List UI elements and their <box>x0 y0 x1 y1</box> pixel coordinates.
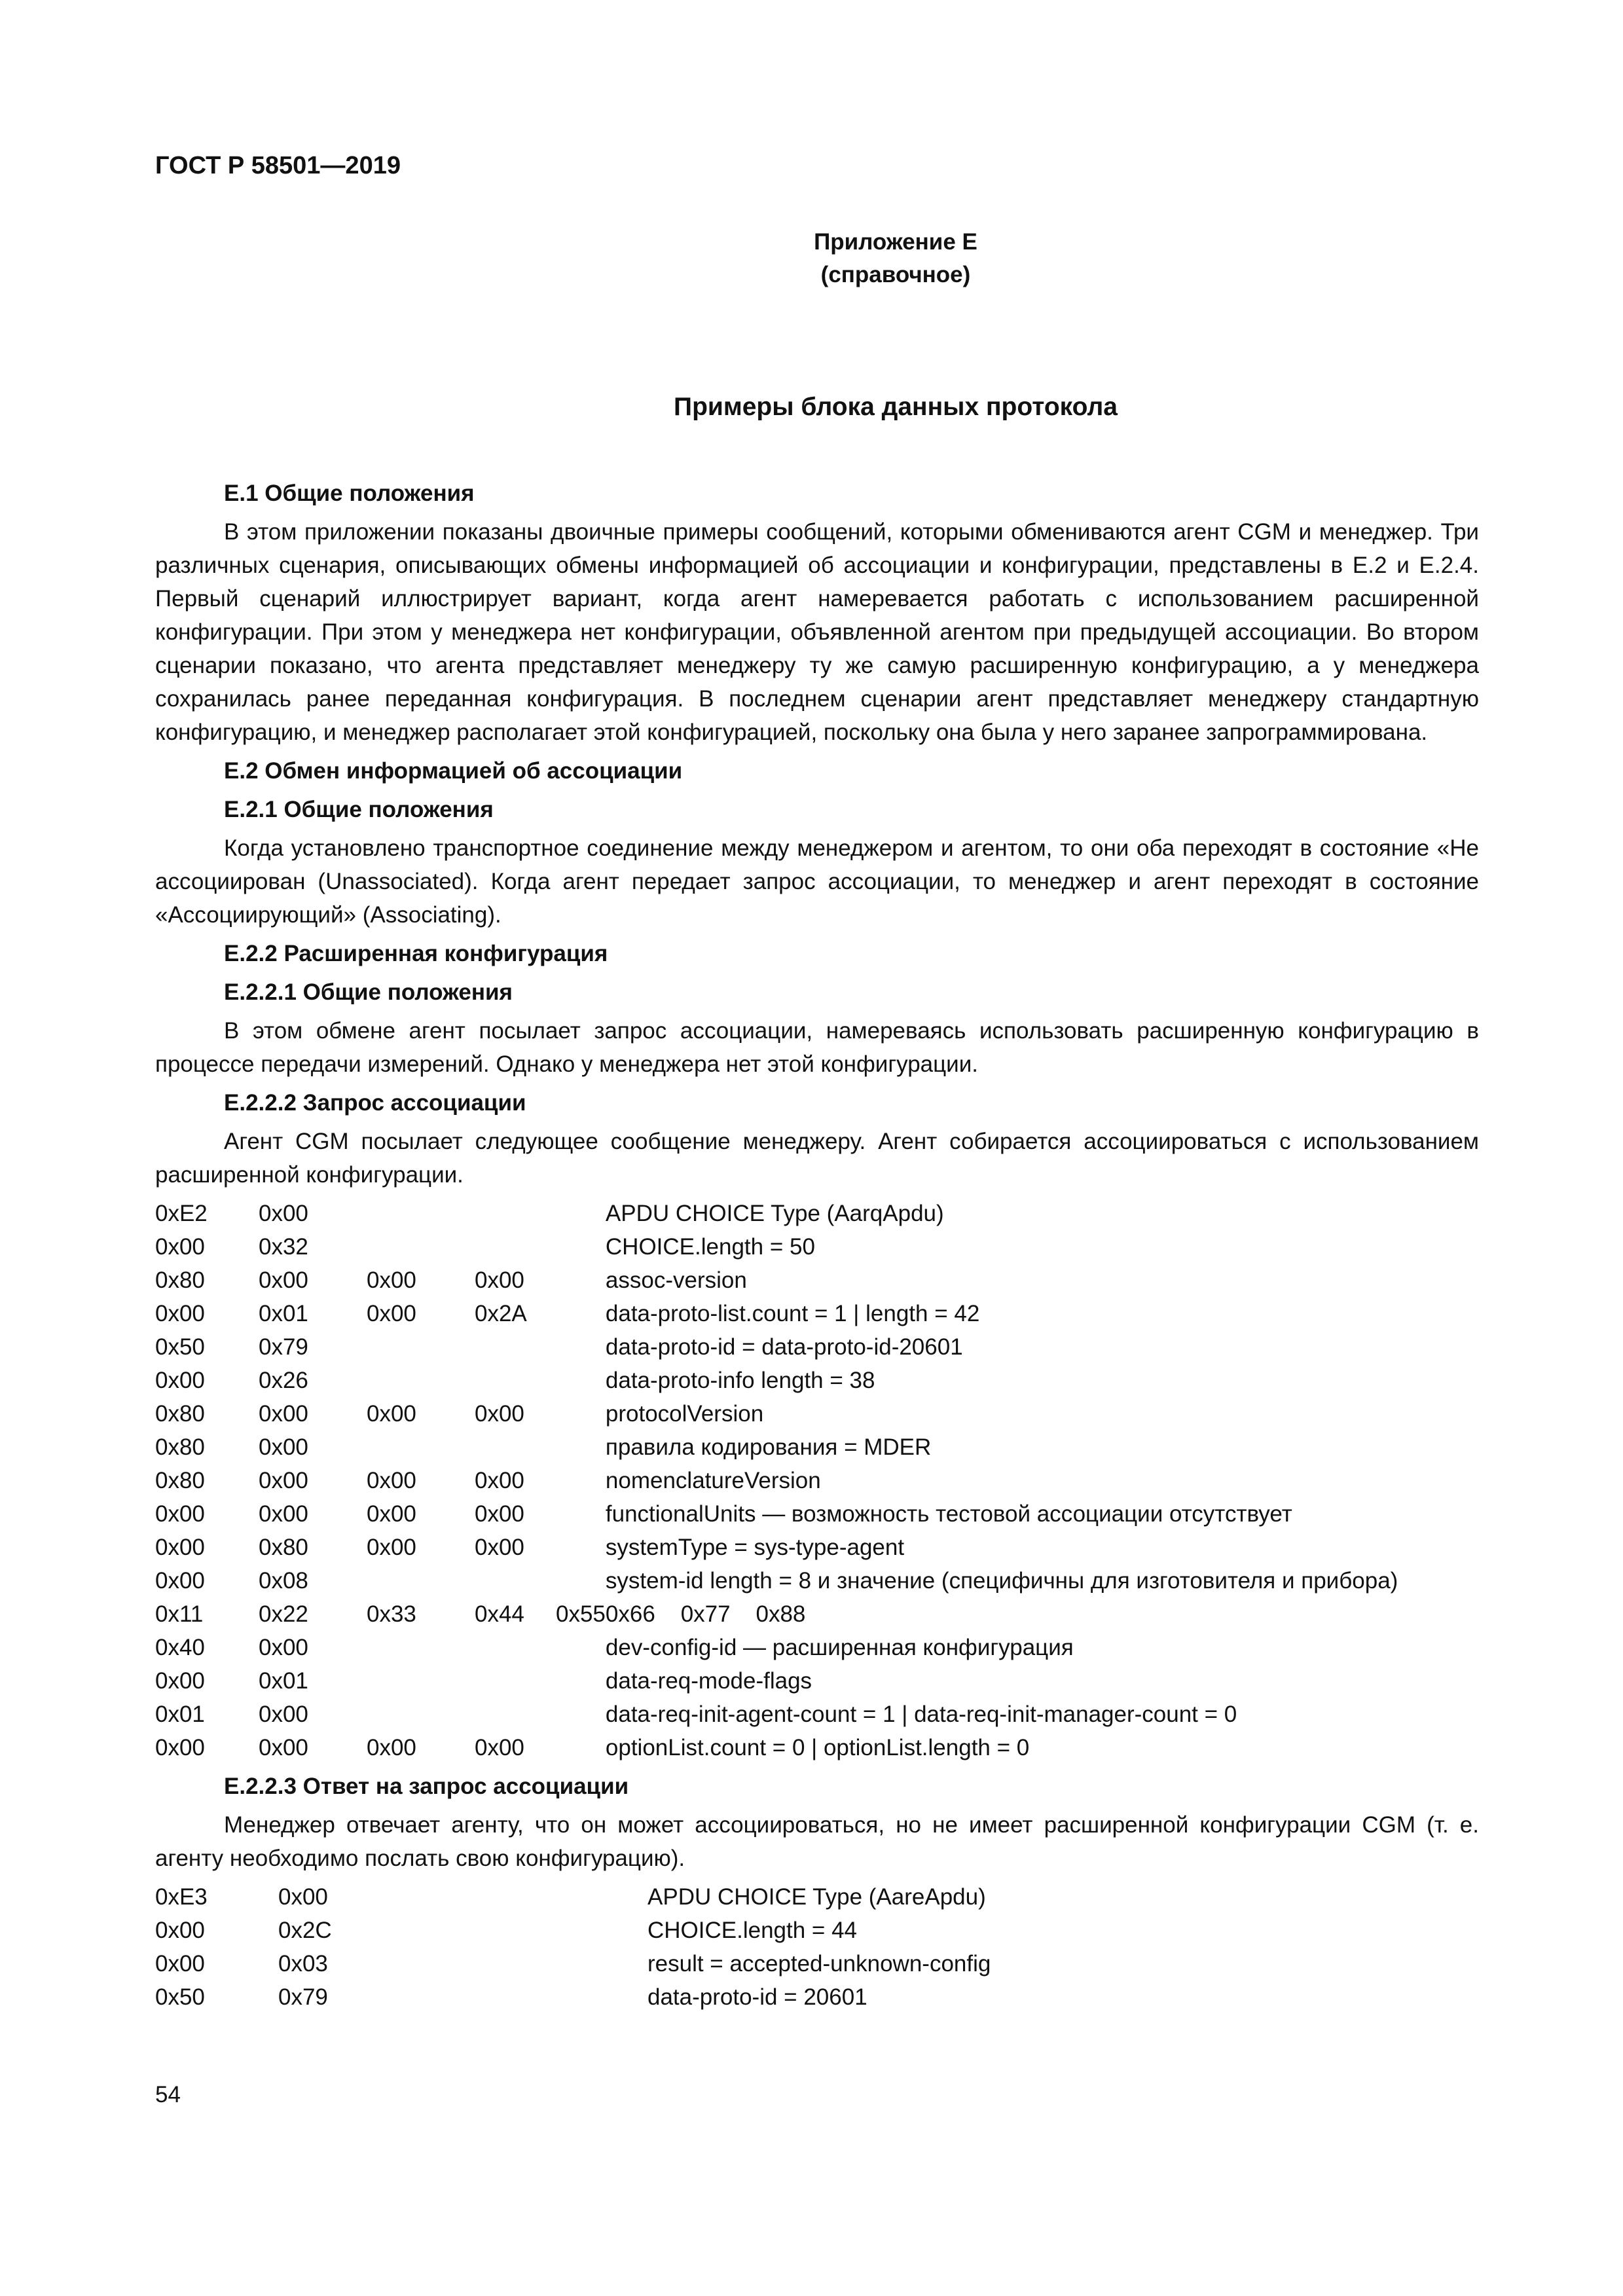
table-row <box>155 1914 991 1947</box>
field-description: 0x66 0x77 0x88 <box>605 1601 806 1627</box>
byte-cell: 0x01 <box>259 1301 308 1326</box>
byte-cell <box>556 1197 606 1230</box>
field-description: protocolVersion <box>605 1401 764 1427</box>
byte-cell: 0x00 <box>475 1501 524 1527</box>
byte-cell: 0x00 <box>155 1501 205 1527</box>
field-description: system-id length = 8 и значение (специфичны для изготовителя и прибора) <box>605 1568 1398 1594</box>
page-number: 54 <box>155 2082 181 2107</box>
table-row <box>155 1297 1398 1330</box>
byte-cell: 0x00 <box>278 1884 328 1910</box>
byte-cell <box>475 1664 556 1698</box>
byte-cell: 0x00 <box>155 1368 205 1393</box>
table-row <box>155 1497 1398 1531</box>
byte-cell: 0x00 <box>259 1702 308 1727</box>
section-heading: Е.2.2 Расширенная конфигурация <box>224 941 608 966</box>
field-description: systemType = sys-type-agent <box>605 1535 905 1560</box>
byte-cell: 0x40 <box>155 1635 205 1660</box>
field-description: CHOICE.length = 50 <box>605 1234 815 1260</box>
table-row <box>155 1397 1398 1430</box>
byte-cell: 0x03 <box>278 1951 328 1977</box>
byte-cell: 0x00 <box>259 1267 308 1293</box>
byte-cell: 0x00 <box>155 1234 205 1260</box>
table-row <box>155 1664 1398 1698</box>
byte-cell <box>367 1330 475 1364</box>
byte-cell: 0x80 <box>259 1535 308 1560</box>
byte-cell: 0x33 <box>367 1601 416 1627</box>
byte-cell <box>475 1330 556 1364</box>
byte-cell: 0x00 <box>367 1535 416 1560</box>
table-row <box>155 1364 1398 1397</box>
field-description: data-proto-info length = 38 <box>605 1368 875 1393</box>
byte-cell: 0x2A <box>475 1301 527 1326</box>
field-description: APDU CHOICE Type (AarqApdu) <box>605 1201 944 1226</box>
byte-cell: 0x00 <box>367 1401 416 1427</box>
paragraph: Когда установлено транспортное соединение между менеджером и агентом, то они оба переходят в состояние «Не ассоциирован (Unassociated). Когда агент передает запрос ассоциации, то менеджер и агент переходят в состояние «Ассоциирующий» (Associating). <box>155 835 1479 928</box>
page-title: Примеры блока данных протокола <box>674 393 1118 421</box>
table-row <box>155 1230 1398 1264</box>
byte-cell: 0x01 <box>259 1668 308 1694</box>
byte-cell: 0x00 <box>155 1735 205 1760</box>
byte-cell: 0x08 <box>259 1568 308 1594</box>
byte-cell <box>556 1330 606 1364</box>
byte-cell: 0x00 <box>475 1267 524 1293</box>
byte-cell: 0x00 <box>259 1401 308 1427</box>
field-description: nomenclatureVersion <box>605 1468 821 1493</box>
byte-cell: 0x00 <box>155 1918 205 1943</box>
byte-cell <box>556 1664 606 1698</box>
field-description: dev-config-id — расширенная конфигурация <box>605 1635 1074 1660</box>
byte-cell: 0x00 <box>155 1535 205 1560</box>
byte-cell: 0x00 <box>367 1501 416 1527</box>
byte-cell <box>556 1297 606 1330</box>
byte-cell: 0x00 <box>367 1301 416 1326</box>
section-heading: Е.2 Обмен информацией об ассоциации <box>224 758 683 784</box>
section-heading: Е.2.2.3 Ответ на запрос ассоциации <box>224 1774 629 1799</box>
byte-cell: 0x00 <box>475 1535 524 1560</box>
byte-cell: 0x44 <box>475 1601 524 1627</box>
byte-cell: 0x00 <box>475 1735 524 1760</box>
byte-cell: 0x01 <box>155 1702 205 1727</box>
byte-cell: 0x00 <box>259 1635 308 1660</box>
table-row <box>155 1430 1398 1464</box>
byte-cell <box>367 1698 475 1731</box>
field-description: data-req-init-agent-count = 1 | data-req-init-manager-count = 0 <box>605 1702 1237 1727</box>
byte-cell: 0xE3 <box>155 1884 208 1910</box>
field-description: CHOICE.length = 44 <box>647 1918 858 1943</box>
section-heading: Е.2.2.2 Запрос ассоциации <box>224 1090 526 1116</box>
byte-cell: 0x80 <box>155 1468 205 1493</box>
appendix-type: (справочное) <box>820 262 971 287</box>
paragraph: Менеджер отвечает агенту, что он может ассоциироваться, но не имеет расширенной конфигурации CGM (т. е. агенту необходимо послать свою конфигурацию). <box>155 1812 1479 1871</box>
byte-cell <box>367 1664 475 1698</box>
table-row <box>155 1698 1398 1731</box>
byte-cell <box>475 1698 556 1731</box>
field-description: result = accepted-unknown-config <box>647 1951 991 1977</box>
byte-cell <box>475 1197 556 1230</box>
byte-cell <box>475 1230 556 1264</box>
byte-cell: 0x00 <box>259 1735 308 1760</box>
byte-cell: 0x80 <box>155 1267 205 1293</box>
table-row <box>155 1947 991 1980</box>
table-row <box>155 1464 1398 1497</box>
table-row <box>155 1880 991 1914</box>
byte-cell: 0x00 <box>367 1735 416 1760</box>
byte-cell <box>367 1631 475 1664</box>
table-row <box>155 1980 991 2014</box>
request-bytes-table <box>155 1197 1398 1764</box>
field-description: assoc-version <box>605 1267 747 1293</box>
byte-cell <box>556 1564 606 1597</box>
table-row <box>155 1264 1398 1297</box>
response-bytes-table <box>155 1880 991 2014</box>
table-row <box>155 1631 1398 1664</box>
appendix-title: Приложение Е <box>814 229 977 255</box>
byte-cell <box>367 1364 475 1397</box>
byte-cell <box>475 1631 556 1664</box>
document-id: ГОСТ Р 58501—2019 <box>155 152 401 179</box>
byte-cell <box>556 1464 606 1497</box>
byte-cell: 0x50 <box>155 1334 205 1360</box>
table-row <box>155 1597 1398 1631</box>
byte-cell <box>475 1364 556 1397</box>
byte-cell <box>556 1230 606 1264</box>
document-body <box>155 477 1479 2019</box>
paragraph: Агент CGM посылает следующее сообщение менеджеру. Агент собирается ассоциироваться с использованием расширенной конфигурации. <box>155 1129 1479 1188</box>
byte-cell <box>367 1430 475 1464</box>
byte-cell: 0x32 <box>259 1234 308 1260</box>
table-row <box>155 1531 1398 1564</box>
byte-cell <box>556 1264 606 1297</box>
section-heading: Е.1 Общие положения <box>224 481 475 506</box>
byte-cell: 0x80 <box>155 1434 205 1460</box>
byte-cell <box>556 1731 606 1764</box>
section-heading: Е.2.1 Общие положения <box>224 797 494 822</box>
paragraph: В этом обмене агент посылает запрос ассоциации, намереваясь использовать расширенную конфигурацию в процессе передачи измерений. Однако у менеджера нет этой конфигурации. <box>155 1018 1479 1077</box>
field-description: functionalUnits — возможность тестовой ассоциации отсутствует <box>605 1501 1292 1527</box>
byte-cell: 0x00 <box>259 1501 308 1527</box>
byte-cell: 0x79 <box>278 1984 328 2010</box>
field-description: правила кодирования = MDER <box>605 1434 932 1460</box>
byte-cell: 0x00 <box>475 1468 524 1493</box>
byte-cell <box>367 1230 475 1264</box>
byte-cell <box>556 1631 606 1664</box>
byte-cell: 0xE2 <box>155 1201 208 1226</box>
byte-cell: 0x26 <box>259 1368 308 1393</box>
field-description: APDU CHOICE Type (AareApdu) <box>647 1884 986 1910</box>
byte-cell <box>367 1564 475 1597</box>
field-description: data-proto-id = 20601 <box>647 1984 867 2010</box>
appendix-label <box>155 226 1479 291</box>
byte-cell: 0x11 <box>155 1601 204 1627</box>
table-row <box>155 1197 1398 1230</box>
byte-cell: 0x55 <box>556 1601 606 1627</box>
byte-cell: 0x00 <box>259 1201 308 1226</box>
section-heading: Е.2.2.1 Общие положения <box>224 979 513 1005</box>
byte-cell: 0x22 <box>259 1601 308 1627</box>
byte-cell <box>556 1531 606 1564</box>
byte-cell: 0x2C <box>278 1918 332 1943</box>
byte-cell: 0x00 <box>367 1468 416 1493</box>
field-description: optionList.count = 0 | optionList.length = 0 <box>605 1735 1030 1760</box>
byte-cell: 0x00 <box>155 1568 205 1594</box>
byte-cell: 0x00 <box>475 1401 524 1427</box>
byte-cell: 0x80 <box>155 1401 205 1427</box>
byte-cell: 0x00 <box>155 1668 205 1694</box>
byte-cell <box>367 1197 475 1230</box>
byte-cell: 0x00 <box>259 1434 308 1460</box>
field-description: data-proto-list.count = 1 | length = 42 <box>605 1301 980 1326</box>
field-description: data-req-mode-flags <box>605 1668 812 1694</box>
table-row <box>155 1731 1398 1764</box>
byte-cell: 0x50 <box>155 1984 205 2010</box>
byte-cell <box>556 1364 606 1397</box>
table-row <box>155 1564 1398 1597</box>
byte-cell <box>556 1430 606 1464</box>
byte-cell <box>475 1430 556 1464</box>
field-description: data-proto-id = data-proto-id-20601 <box>605 1334 963 1360</box>
paragraph: В этом приложении показаны двоичные примеры сообщений, которыми обмениваются агент CGM и менеджер. Три различных сценария, описывающих обмены информацией об ассоциации и конфигурации, представлены в Е.2 и Е.2.4. Первый сценарий иллюстрирует вариант, когда агент намеревается работать с использованием расширенной конфигурации. При этом у менеджера нет конфигурации, объявленной агентом при предыдущей ассоциации. Во втором сценарии показано, что агента представляет менеджеру ту же самую расширенную конфигурацию, а у менеджера сохранилась ранее переданная конфигурация. В последнем сценарии агент представляет менеджеру стандартную конфигурацию, и менеджер располагает этой конфигурацией, поскольку она была у него заранее запрограммирована. <box>155 519 1479 745</box>
byte-cell <box>556 1397 606 1430</box>
byte-cell: 0x00 <box>367 1267 416 1293</box>
byte-cell: 0x79 <box>259 1334 308 1360</box>
byte-cell <box>556 1497 606 1531</box>
byte-cell: 0x00 <box>259 1468 308 1493</box>
table-row <box>155 1330 1398 1364</box>
byte-cell: 0x00 <box>155 1951 205 1977</box>
byte-cell: 0x00 <box>155 1301 205 1326</box>
byte-cell <box>475 1564 556 1597</box>
byte-cell <box>556 1698 606 1731</box>
